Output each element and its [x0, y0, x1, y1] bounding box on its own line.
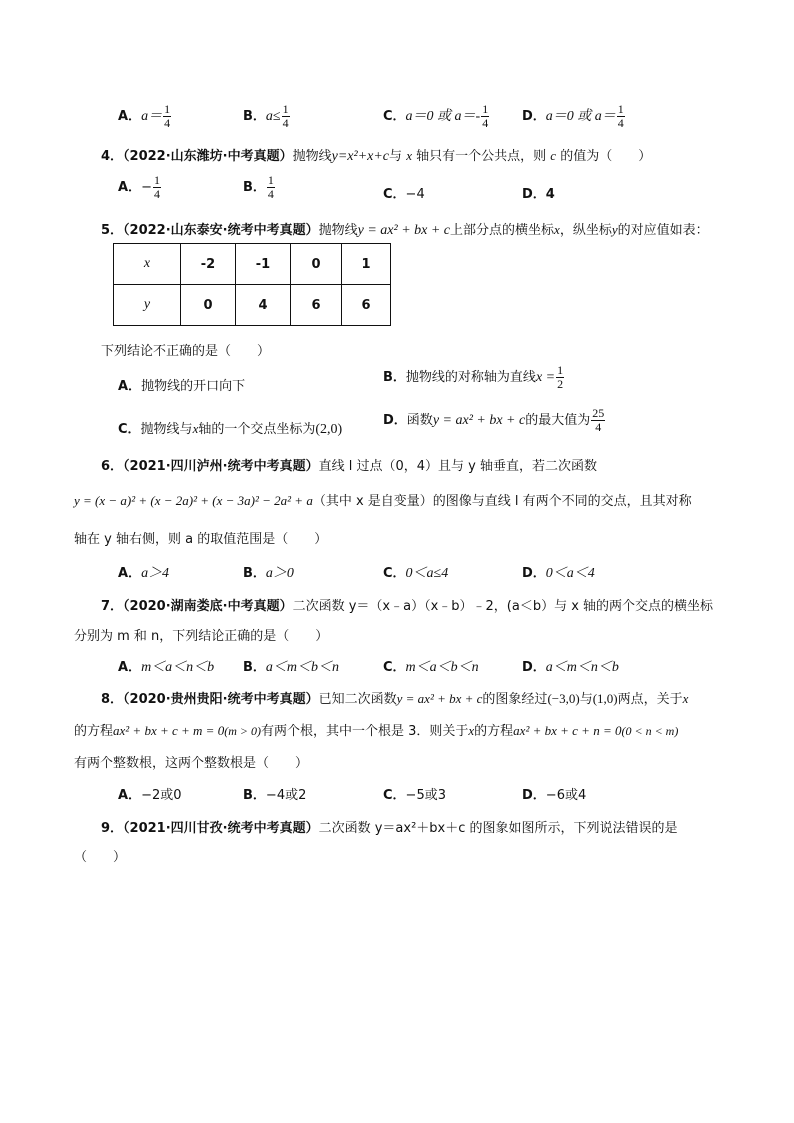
q6-option-a	[118, 562, 169, 582]
question-number: 6．	[101, 459, 124, 474]
question-number: 5．	[101, 223, 124, 238]
variable: x	[468, 723, 475, 738]
option-letter: D．	[522, 660, 546, 675]
table-cell: 6	[291, 285, 342, 326]
stem-text: 两点，关于	[617, 692, 683, 707]
option-text: 的最大值为	[525, 413, 591, 428]
fraction: $\frac{1}{4}$	[282, 102, 289, 130]
question-source: （2022·山东泰安·统考中考真题）	[123, 223, 319, 238]
option-value: m＜a＜b＜n	[405, 660, 479, 675]
q7-option-a	[118, 656, 214, 676]
option-value: a＜m＜b＜n	[265, 660, 340, 675]
option-letter: B．	[243, 660, 266, 675]
option-letter: B．	[243, 180, 266, 195]
q8-stem-line2	[74, 720, 678, 739]
question-source: （2020·贵州贵阳·统考中考真题）	[123, 692, 319, 707]
option-letter: C．	[383, 109, 406, 124]
function-expr: y = ax² + bx + c	[432, 413, 526, 428]
fraction: $\frac{25}{4}$	[592, 406, 605, 434]
q7-stem-line1	[101, 595, 713, 614]
question-number: 7．	[101, 599, 124, 614]
q3-option-b	[243, 103, 291, 130]
stem-text: 轴只有一个公共点，则	[416, 149, 547, 164]
option-text: 抛物线的对称轴为直线	[405, 370, 536, 385]
option-letter: A．	[118, 660, 142, 675]
table-cell: -1	[236, 244, 291, 285]
table-header-x: x	[114, 244, 181, 285]
value-table	[113, 243, 391, 326]
option-expr: a＝0 或 a＝	[545, 109, 616, 124]
point-coord: (−3,0)	[547, 691, 580, 706]
table-cell: 1	[342, 244, 391, 285]
table-cell: 6	[342, 285, 391, 326]
stem-text: 抛物线	[292, 149, 332, 164]
stem-text: 二次函数 y＝ax²＋bx＋c 的图象如图所示，下列说法错误的是	[318, 821, 678, 836]
function-expr: y = ax² + bx + c	[357, 223, 451, 238]
q8-stem-line1	[101, 688, 688, 707]
option-expr: a≤	[265, 109, 281, 124]
question-number: 9．	[101, 821, 124, 836]
option-letter: B．	[243, 788, 266, 803]
option-value: 4	[545, 187, 555, 202]
option-value: a＜m＜n＜b	[545, 660, 619, 675]
option-sign: −	[141, 180, 152, 195]
stem-text: 抛物线	[318, 223, 358, 238]
option-letter: D．	[522, 187, 546, 202]
stem-text: 的对应值如表：	[617, 223, 709, 238]
option-value: −4或2	[265, 788, 307, 803]
function-expr: y = ax² + bx + c	[396, 691, 483, 706]
option-letter: C．	[383, 187, 406, 202]
table-cell: 4	[236, 285, 291, 326]
option-letter: D．	[522, 109, 546, 124]
option-text: 抛物线与	[140, 422, 193, 437]
condition: (0 < n < m)	[621, 724, 679, 738]
q8-option-a	[118, 784, 182, 803]
q8-option-b	[243, 784, 306, 803]
q7-stem-line2: 分别为 m 和 n，下列结论正确的是（ ）	[74, 629, 329, 644]
stem-text: 上部分点的横坐标	[450, 223, 555, 238]
q5-option-d	[383, 407, 606, 434]
stem-text: 的方程	[74, 724, 114, 739]
option-value: a＞0	[265, 566, 294, 581]
q7-option-d	[522, 656, 619, 676]
stem-text: 与	[579, 692, 593, 707]
stem-text: 的方程	[474, 724, 514, 739]
option-letter: D．	[522, 788, 546, 803]
option-text: 抛物线的开口向下	[141, 379, 246, 394]
option-value: a＞4	[141, 566, 170, 581]
option-letter: C．	[383, 788, 406, 803]
q9-stem-line1	[101, 817, 678, 836]
q6-stem-line3: 轴在 y 轴右侧，则 a 的取值范围是（ ）	[74, 532, 328, 547]
option-value: −4	[405, 187, 425, 202]
q3-option-d	[522, 103, 626, 130]
stem-text: 有两个根，其中一个根是 3．则关于	[260, 724, 469, 739]
q4-option-a	[118, 174, 162, 201]
stem-text: 直线 l 过点（0，4）且与 y 轴垂直，若二次函数	[318, 459, 597, 474]
option-letter: B．	[243, 566, 266, 581]
question-number: 8．	[101, 692, 124, 707]
table-row	[114, 285, 391, 326]
q6-option-c	[383, 562, 448, 582]
option-value: −6或4	[545, 788, 587, 803]
stem-text: 的图象经过	[482, 692, 548, 707]
option-value: m＜a＜n＜b	[141, 660, 215, 675]
stem-text: ，纵坐标	[559, 223, 612, 238]
variable: x	[682, 691, 689, 706]
option-letter: B．	[383, 370, 406, 385]
stem-text: （其中 x 是自变量）的图像与直线 l 有两个不同的交点，且其对称	[312, 494, 692, 509]
function-expr: y=x²+x+c	[331, 149, 390, 164]
question-source: （2020·湖南娄底·中考真题）	[123, 599, 293, 614]
option-value: 0＜a≤4	[405, 566, 449, 581]
q3-option-c	[383, 103, 490, 130]
variable: x	[406, 148, 412, 163]
q7-option-b	[243, 656, 339, 676]
table-cell: -2	[181, 244, 236, 285]
option-text: 轴的一个交点坐标为	[198, 422, 316, 437]
q8-stem-line3: 有两个整数根，这两个整数根是（ ）	[74, 756, 309, 771]
option-text: 函数	[406, 413, 433, 428]
q5-option-c	[118, 418, 342, 438]
q7-option-c	[383, 656, 479, 676]
fraction: $\frac{1}{4}$	[482, 102, 489, 130]
option-letter: D．	[522, 566, 546, 581]
option-letter: A．	[118, 180, 142, 195]
option-letter: A．	[118, 379, 142, 394]
fraction: $\frac{1}{4}$	[164, 102, 171, 130]
q5-option-a	[118, 375, 245, 394]
option-letter: C．	[383, 660, 406, 675]
q6-stem-line1	[101, 455, 597, 474]
q5-option-b	[383, 364, 565, 391]
point-coord: (2,0)	[315, 422, 343, 437]
fraction: $\frac{1}{2}$	[557, 363, 564, 391]
variable: c	[550, 148, 557, 163]
option-letter: C．	[118, 422, 141, 437]
variable: x	[192, 421, 199, 436]
question-number: 4．	[101, 149, 124, 164]
option-value: 0＜a＜4	[545, 566, 595, 581]
stem-text: 与	[389, 149, 403, 164]
variable: y	[611, 222, 618, 237]
question-source: （2021·四川泸州·统考中考真题）	[123, 459, 319, 474]
condition: (m > 0)	[224, 724, 261, 738]
option-letter: C．	[383, 566, 406, 581]
fraction: $\frac{1}{4}$	[617, 102, 624, 130]
q4-option-d	[522, 183, 555, 202]
q4-option-b	[243, 174, 276, 201]
option-letter: A．	[118, 788, 142, 803]
option-letter: D．	[383, 413, 407, 428]
equation: ax² + bx + c + n = 0	[513, 723, 622, 738]
q6-option-d	[522, 562, 595, 582]
q4-stem	[101, 145, 651, 165]
q6-stem-line2	[74, 490, 692, 509]
option-letter: A．	[118, 566, 142, 581]
stem-text: 二次函数 y＝（x﹣a）（x﹣b）﹣2，(a＜b）与 x 轴的两个交点的横坐标	[292, 599, 714, 614]
option-value: −2或0	[141, 788, 182, 803]
q5-stem	[101, 219, 709, 239]
q5-prompt: 下列结论不正确的是（ ）	[101, 344, 271, 359]
question-source: （2022·山东潍坊·中考真题）	[123, 149, 293, 164]
fraction: $\frac{1}{4}$	[153, 173, 160, 201]
option-value: −5或3	[405, 788, 446, 803]
table-cell: 0	[291, 244, 342, 285]
equation: ax² + bx + c + m = 0	[113, 723, 225, 738]
stem-text: 已知二次函数	[318, 692, 397, 707]
point-coord: (1,0)	[592, 691, 618, 706]
q6-option-b	[243, 562, 294, 582]
option-letter: B．	[243, 109, 266, 124]
stem-text: 的值为（ ）	[560, 149, 652, 164]
table-cell: 0	[181, 285, 236, 326]
option-expr: a＝	[141, 109, 163, 124]
function-expr: y = (x − a)² + (x − 2a)² + (x − 3a)² − 2a² + a	[74, 493, 313, 508]
option-letter: A．	[118, 109, 142, 124]
question-source: （2021·四川甘孜·统考中考真题）	[123, 821, 319, 836]
q9-stem-line2: （ ）	[74, 850, 127, 865]
q3-option-a	[118, 103, 172, 130]
fraction: $\frac{1}{4}$	[267, 173, 274, 201]
table-header-y: y	[114, 285, 181, 326]
option-expr: a＝0 或 a＝-	[405, 109, 481, 124]
q8-option-d	[522, 784, 586, 803]
variable: x	[554, 222, 560, 237]
q8-option-c	[383, 784, 446, 803]
table-row	[114, 244, 391, 285]
q4-option-c	[383, 183, 425, 202]
option-expr: x =	[535, 370, 556, 385]
